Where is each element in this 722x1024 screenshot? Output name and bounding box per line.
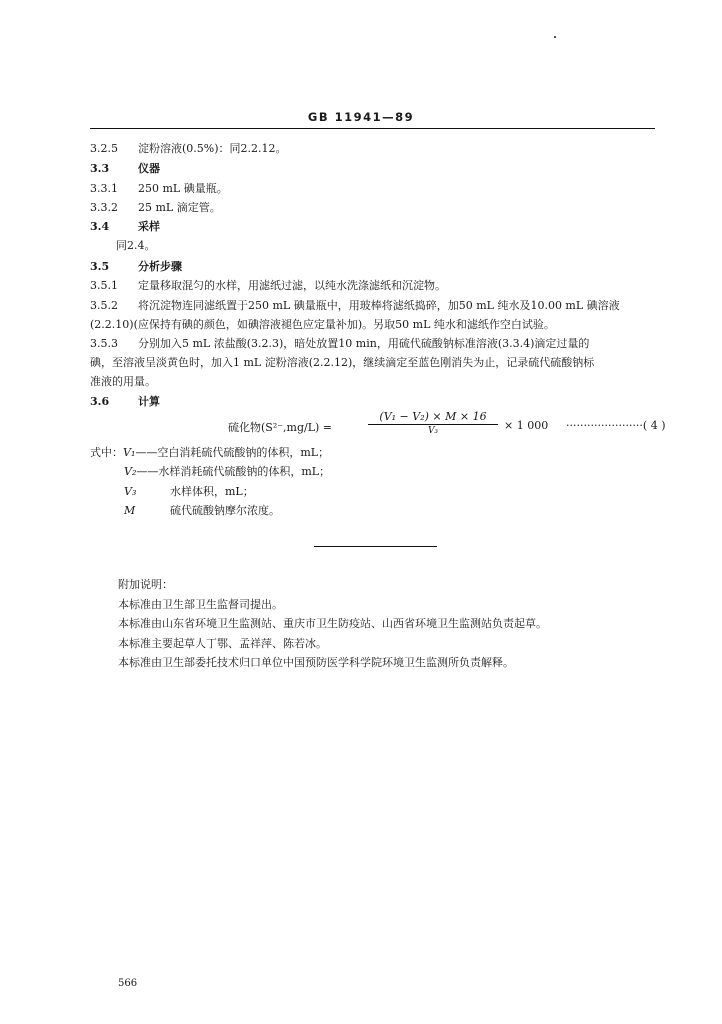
where-prefix: 式中： (90, 446, 123, 459)
where-symbol: V₃ (124, 485, 137, 498)
equation-number: ······················( 4 ) (566, 419, 666, 432)
note-line: 本标准主要起草人丁鄂、孟祥萍、陈若冰。 (118, 637, 327, 650)
notes-heading: 附加说明： (118, 578, 173, 591)
standard-header: GB 11941—89 (307, 110, 415, 124)
clause-number: 3.2.5 (90, 142, 118, 155)
clause-number: 3.6 (90, 395, 110, 408)
clause-text: (2.2.10)(应保持有碘的颜色，如碘溶液褪色应定量补加)。另取50 mL 纯水和滤纸作空白试验。 (90, 318, 555, 331)
clause-number: 3.3.1 (90, 182, 118, 195)
clause-3-5-2 (90, 299, 620, 313)
section-separator (314, 546, 437, 547)
clause-number: 3.4 (90, 220, 110, 233)
clause-3-4-text (116, 239, 156, 253)
clause-3-5-2-cont (90, 318, 555, 332)
note-line: 本标准由卫生部卫生监督司提出。 (118, 598, 283, 611)
sulfide-formula (228, 410, 666, 444)
clause-number: 3.5.1 (90, 279, 118, 292)
clause-text: 碘，至溶液呈淡黄色时，加入1 mL 淀粉溶液(2.2.12)，继续滴定至蓝色刚消失为止，记录硫代硫酸钠标 (90, 356, 595, 369)
formula-fraction (368, 410, 498, 436)
clause-text: 淀粉溶液(0.5%)：同2.2.12。 (138, 142, 287, 155)
fraction-bar (368, 424, 498, 425)
where-description: ——空白消耗硫代硫酸钠的体积，mL； (135, 446, 330, 459)
clause-text: 250 mL 碘量瓶。 (138, 182, 228, 195)
clause-heading: 计算 (138, 395, 160, 408)
where-symbol: V₂ (124, 465, 137, 478)
clause-3-5-1 (90, 279, 446, 293)
note-line: 本标准由山东省环境卫生监测站、重庆市卫生防疫站、山西省环境卫生监测站负责起草。 (118, 617, 547, 630)
clause-text: 将沉淀物连同滤纸置于250 mL 碘量瓶中，用玻棒将滤纸捣碎，加50 mL 纯水及10.00 mL 碘溶液 (138, 299, 620, 312)
clause-3-2-5 (90, 142, 287, 156)
scan-speck (554, 36, 556, 38)
clause-heading: 采样 (138, 220, 160, 233)
clause-3-3 (90, 162, 160, 176)
formula-multiplier: × 1 000 (504, 419, 549, 432)
clause-number: 3.5.3 (90, 337, 118, 350)
where-item (124, 504, 280, 518)
clause-3-6 (90, 395, 160, 409)
clause-text: 准液的用量。 (90, 375, 156, 388)
clause-3-4 (90, 220, 160, 234)
clause-3-3-2 (90, 201, 221, 215)
where-item (124, 485, 254, 499)
where-item (90, 446, 329, 460)
where-description: 水样体积，mL； (170, 485, 254, 498)
formula-numerator: (V₁ − V₂) × M × 16 (379, 410, 487, 423)
clause-3-3-1 (90, 182, 228, 196)
header-rule (90, 128, 655, 129)
clause-3-5-3-cont2 (90, 375, 156, 389)
clause-3-5-3 (90, 337, 589, 351)
clause-text: 定量移取混匀的水样，用滤纸过滤，以纯水洗涤滤纸和沉淀物。 (138, 279, 446, 292)
where-symbol: M (124, 504, 136, 517)
clause-number: 3.5.2 (90, 299, 118, 312)
formula-denominator: V₃ (427, 426, 439, 436)
where-item (124, 465, 330, 479)
clause-heading: 分析步骤 (138, 260, 182, 273)
clause-3-5 (90, 260, 182, 274)
clause-text: 25 mL 滴定管。 (138, 201, 221, 214)
clause-number: 3.3.2 (90, 201, 118, 214)
formula-lhs: 硫化物(S²⁻,mg/L) = (228, 421, 333, 434)
clause-number: 3.3 (90, 162, 110, 175)
where-description: ——水样消耗硫代硫酸钠的体积，mL； (136, 465, 331, 478)
clause-number: 3.5 (90, 260, 110, 273)
clause-3-5-3-cont1 (90, 356, 594, 370)
where-symbol: V₁ (123, 446, 136, 459)
clause-text: 同2.4。 (116, 239, 156, 252)
clause-text: 分别加入5 mL 浓盐酸(3.2.3)，暗处放置10 min，用硫代硫酸钠标准溶液(3.3.4)滴定过量的 (138, 337, 590, 350)
note-line: 本标准由卫生部委托技术归口单位中国预防医学科学院环境卫生监测所负责解释。 (118, 656, 514, 669)
page-number: 566 (118, 978, 138, 989)
where-description: 硫代硫酸钠摩尔浓度。 (170, 504, 280, 517)
clause-heading: 仪器 (138, 162, 160, 175)
